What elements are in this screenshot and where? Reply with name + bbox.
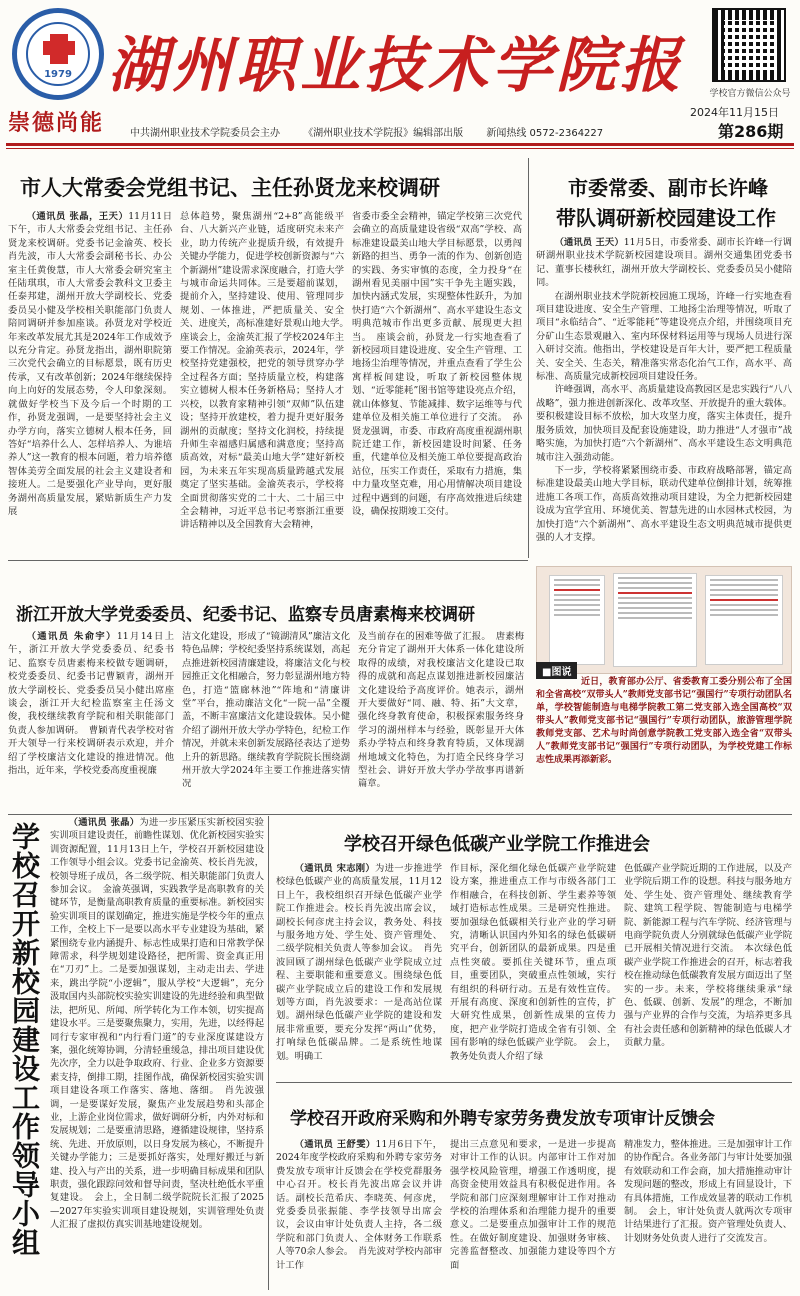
hotline: 新闻热线 0572-2364227 [486,128,604,139]
sponsor: 中共湖州职业技术学院委员会主办 [130,128,280,139]
article-4-body: （通讯员 张晶）为进一步压紧压实新校园实验实训项目建设责任，前瞻性谋划、优化新校园实验实训资源配置，11月13日上午，学校召开新校园建设工作领导小组会议。党委书记金渝英、校长肖先波，校领导班子成员，各二级学院、相关职能部门负责人参加会议。 金渝英强调，实践教学是高职教育的关键环节，是衡量高职教育质量的重要标准。新校园实验实训项目的谋划确定，推进实施是学校今年的重点工作，全校上下一是要以高水平专业建设为基础，紧紧围绕专业内涵提升、标志性成果打造和日常教学保障需求，科学规划建设路径，把所需、资金真正用在“刀刃”上。二是要加强谋划，主动走出去、学进来，跳出学院“小逻辑”，服从学校“大逻辑”，充分汲取国内头部院校实验实训建设的先进经验和典型做法，把所见、所闻、所学转化为工作本领，切实提高建设水平。三是要聚焦聚力，实用，先进，以经得起同行专家审视和“内行看门道”的专业深度谋建设方案，强化统筹协调，分清轻重缓急，排出项目建设优先次序，全力以赴争取政府、行业、企业多方资源要素支持，倒排工期，挂图作战，确保新校园实验实训项目建设各项工作落实、落地、落细。 肖先波强调，一是要谋好发展，聚焦产业发展趋势和头部企业，上游企业岗位需求，做好调研分析，内外对标和发展规划；二是要重清思路，遵循建设规律，坚持系统、先进、开放原则，以日身发展为核心，不断提升关键办学能力；三是要抓好落实，处理好搬迁与新建、投入与产出的关系，进一步明确目标成果和团队职责，强化跟踪问效和督导问责，坚决杜绝低水平重复建设。 会上，全日制二级学院院长汇报了2025—2027年实验实训项目建设规划，实训管理处负责人汇报了虚拟仿真实训基地建设规划。 [50,817,264,1231]
article-3-col-1: （通讯员 朱俞宇）11月14日上午，浙江开放大学党委委员、纪委书记、监察专员唐素梅来校做专题调研，校党委委员、纪委书记曹颖青，湖州开放大学副校长、党委委员吴小健出席座谈会，浙江开大纪检监察室主任汤文俊，我校继续教育学院和相关职能部门负责人参加调研。 曹颖青代表学校对省开大领导一行来校调研表示欢迎，并介绍了学校廉洁文化建设的推进情况。他指出，近年来，学校党委高度重视廉 [8,631,174,777]
logo-year: 1979 [44,69,72,80]
issue-number: 第286期 [718,122,784,141]
article-2-byline: （通讯员 王天） [554,237,624,248]
issue-date: 2024年11月15日 [690,106,779,119]
article-5-col-3: 色低碳产业学院近期的工作进展，以及产业学院后期工作的设想。科技与服务地方处、学生处、资产管理处、继续教育学院、建筑工程学院、智能制造与电梯学院、新能源工程与汽车学院、经济管理与电商学院负责人分别就绿色低碳产业学院已开展相关情况进行交流。 本次绿色低碳产业学院工作推进会的召开，标志着我校在推动绿色低碳教育发展方面迈出了坚实的一步。未来，学校将继续秉承“绿色、低碳、创新、发展”的理念，不断加强与产业界的合作与交流，为培养更多具有社会责任感和创新精神的绿色低碳人才贡献力量。 [624,863,792,1049]
qr-label: 学校官方微信公众号 [709,89,791,99]
school-motto: 崇德尚能 [8,110,105,136]
article-5-col-2: 作目标，深化细化绿色低碳产业学院建设方案，推进重点工作与市级各部门工作相融合，在科技创新、学生素养等领域打造标志性成果。三是研究性推进。要加强绿色低碳相关行业产业的学习研究，清晰认识国内外知名的绿色低碳研究平台，创新团队的最新成果。四是重点性突破。要抓住关键环节，重点项目，重要团队，突破重点性领域，实行有组织的科研行动。五是有效性宣传。开展有高度、深度和创新性的宣传，扩大研究性成果，创新性成果的宣传力度，把产业学院打造成全省有引领、全国有影响的绿色低碳产业学院。 会上，教务处负责人介绍了绿 [450,863,616,1062]
article-4-byline: （通讯员 张晶） [68,817,140,828]
article-1-headline[interactable]: 市人大常委会党组书记、主任孙贤龙来校调研 [20,176,440,200]
article-2-headline-line-2[interactable]: 带队调研新校园建设工作 [556,206,776,230]
article-6-col-1: （通讯员 王舒雯）11月6日下午，2024年度学校政府采购和外聘专家劳务费发放专项审计反馈会在学校党群服务中心召开。校长肖先波出席会议并讲话。副校长范希庆、李晓英、何彦虎，党委委员张振能、李学技领导出席会议，会议由审计处负责人主持，各二级学院和部门负责人、全体财务工作联系人等70余人参会。 肖先波对学校内部审计工作 [276,1139,442,1271]
article-2-body: （通讯员 王天）11月5日，市委常委、副市长许峰一行调研湖州职业技术学院新校园建设项目。湖州交通集团党委书记、董事长楼秋红，湖州开放大学副校长、党委委员吴小健陪同。 在湖州职业技术学院新校园施工现场，许峰一行实地查看项目建设进度、安全生产管理、工地扬尘治理等情况，听取了项目“永临结合”、“近零能耗”等建设亮点介绍，并围绕项目充分矿山生态景观融入、室内环保材料运用等与现场人员进行深入研讨交流。他指出，学校建设是百年大计，要严把工程质量关、安全关、生态关，精准落实常态化治气工作，高水平、高标准、高质量完成新校园项目建设任务。 许峰强调，高水平、高质量建设高教园区是忠实践行“八八战略”，强力推进创新深化、改革攻坚、开放提升的重大载体。要积极建设目标不放松，加大攻坚力度，落实主体责任，提升服务质效，加快项目及配套设施建设，助力推进“人才强市”战略实施，为加快打造“六个新湖州”、高水平建设生态文明典范城市注入强劲动能。 下一步，学校将紧紧围绕市委、市政府战略部署，锚定高标准建设最美山地大学目标，联动代建单位倒排计划，统筹推进施工各项工作，高质高效推动项目建设，为全力把新校园建设成为宜学宜用、环境优美、智慧先进的山水园林式校园，为加快打造“六个新湖州”、高水平建设生态文明典范城市提供更强的人才支撑。 [536,237,792,543]
article-4-vertical-headline[interactable]: 学校召开新校园建设工作领导小组 [8,822,41,1257]
document-image-1 [549,575,605,665]
school-logo-icon [12,8,104,100]
article-3-col-3: 及当前存在的困难等做了汇报。 唐素梅充分肯定了湖州开大体系一体化建设所取得的成绩，对我校廉洁文化建设已取得的成就和高起点谋划推进新校园廉洁文化建设给予高度评价。她表示，湖州开大要做好“同、融、特、拓”大文章，强化终身教育使命，积极探索服务终身学习的湖州样本与经验，既彰显开大体系办学特点和终身教育特质，又体现湖州地域文化特色，为打造全民终身学习型社会、讲好开放大学办学故事再谱新篇章。 [358,631,524,790]
article-3-byline: （通讯员 朱俞宇） [26,631,117,642]
section-divider-2 [8,814,792,815]
section-divider [8,560,528,561]
article-6-col-2: 提出三点意见和要求，一是进一步提高对审计工作的认识。内部审计工作对加强学校风险管理，增强工作透明度，提高资金使用效益具有积极促进作用。各学院和部门应深刻理解审计工作对推动学校的治理体系和治理能力提升的重要意义。二是要重点加强审计工作的规范性。在做好制度建设、加强财务审核、完善监督整改、加强能力建设等四个方面 [450,1139,616,1271]
article-6-col-3: 精准发力，整体推进。三是加强审计工作的协作配合。各业务部门与审计处要加强有效联动和工作会商，加大措施推动审计发现问题的整改，形成上有回显设计，下有具体措施，工作成效显著的联动工作机制。 会上，审计处负责人就两次专项审计结果进行了汇报。资产管理处负责人、计划财务处负责人进行了交流发言。 [624,1139,792,1244]
editor: 《湖州职业技术学院报》编辑部出版 [303,128,464,139]
document-image-3 [705,575,783,665]
article-2-headline-line-1[interactable]: 市委常委、副市长许峰 [568,176,768,200]
article-5-headline[interactable]: 学校召开绿色低碳产业学院工作推进会 [344,834,650,855]
masthead-rule-thin [6,148,794,149]
masthead-rule [6,143,794,146]
photo-caption-tag: ■图说 [536,662,577,679]
photo-caption: 近日，教育部办公厅、省委教育工委分别公布了全国和全省高校“双带头人”教师党支部书记“强国行”专项行动团队名单，学校智能制造与电梯学院教工第二党支部入选全国高校“双带头人”教师党支部书记“强国行”专项行动团队，旅游管理学院教师党支部、艺术与时尚创意学院教工党支部入选全省“双带头人”教师党支部书记“强国行”专项行动团队，为学校党建工作标志性成果再添新彩。 [536,677,792,765]
article-6-headline[interactable]: 学校召开政府采购和外聘专家劳务费发放专项审计反馈会 [290,1109,715,1129]
masthead-infobar [130,124,623,139]
news-photo[interactable] [536,566,792,674]
masthead [0,0,800,142]
article-5-col-1: （通讯员 宋志刚）为进一步推进学校绿色低碳产业的高质量发展，11月12日上午，我校组织召开绿色低碳产业学院工作推进会。校长肖先波出席会议，副校长何彦虎主持会议，教务处、科技与服务地方处、学生处、资产管理处、二级学院相关负责人等参加会议。 肖先波回顾了湖州绿色低碳产业学院成立过程、主要职能和重要意义。围绕绿色低碳产业学院成立后的建设工作和发展规划等方面，肖先波要求：一是高站位谋划。湖州绿色低碳产业学院的建设和发展非常重要，要充分发挥“两山”优势，打响绿色低碳品牌。二是系统性地谋划。明确工 [276,863,442,1062]
article-1-byline: （通讯员 张晶，王天） [26,211,129,222]
article-1-col-1: （通讯员 张晶，王天）11月11日下午，市人大常委会党组书记、主任孙贤龙来校调研。党委书记金渝英、校长肖先波，市人大常委会副秘书长、办公室主任黄俊慧，市人大常委会研究室主任陆琪琪，市人大常委会教科文卫委主任泰邦建，湖州开放大学副校长、党委委员吴小健及学校相关职能部门负责人陪同调研并参加座谈。孙贤龙对学校近年来改革发展尤其是2024年工作成效予以充分肯定。孙贤龙指出，湖州职院第三次党代会确立的目标愿景，既有历史传承，又有改革创新；2024年继续保持向上向好的发展态势，令人印象深刻。就做好学校当下及今后一个时期的工作，孙贤龙强调，一是要坚持社会主义办学方向，落实立德树人根本任务，回答好“培养什么人、怎样培养人、为谁培养人”这一教育的根本问题，着力培养德智体美劳全面发展的社会主义建设者和接班人。二是要强化产业导向，更好服务湖州高质量发展，紧贴新质生产力发展 [8,211,172,517]
article-5-byline: （通讯员 宋志刚） [294,863,376,874]
column-divider-2 [268,816,269,1290]
article-1-col-3: 省委市委全会精神，锚定学校第三次党代会确立的高质量建设省级“双高”学校、高标准建设最美山地大学目标愿景，以勇闯新路的担当、勇争一流的作为、创新创造的实践、务实审慎的态度，全力投身“在湖州看见美丽中国”实干争先主题实践，加快内涵式发展，实现整体性跃升，为加快打造“六个新湖州”、高水平建设生态文明典范城市作出更多贡献、展现更大担当。 座谈会前，孙贤龙一行实地查看了新校园项目建设进度、安全生产管理、工地扬尘治理等情况，并重点查看了学生公寓样板间建设，听取了新校园整体规划、“近零能耗”图书馆等建设亮点介绍，就山体修复、节能减排、数字运维等与代建单位及相关施工单位进行了交流。 孙贤龙强调，市委、市政府高度重视湖州职院迁建工作，新校园建设时间紧、任务重，代建单位及相关施工单位要提高政治站位，压实工作责任，采取有力措施，集中力量攻坚克难，用心用情解决项目建设过程中遇到的问题，有序高效推进后续建设，确保按期竣工交付。 [352,211,522,517]
section-divider-3 [276,1082,792,1083]
article-6-byline: （通讯员 王舒雯） [294,1139,376,1150]
document-image-2 [613,573,697,667]
newspaper-title: 湖州职业技术学院报 [108,31,684,101]
qr-code-icon[interactable] [712,8,786,82]
article-3-headline[interactable]: 浙江开放大学党委委员、纪委书记、监察专员唐素梅来校调研 [16,605,475,625]
column-divider [528,158,529,558]
article-3-col-2: 洁文化建设，形成了“镜湖清风”廉洁文化特色品牌；学校纪委坚持系统谋划，高起点推进新校园清廉建设，将廉洁文化与校园推正文化相融合，努力彰显湖州地方特色，打造“篮廊林池”“阵地和“清廉讲堂”平台，推动廉洁文化“一院一品”全覆盖，不断丰富廉洁文化建设载体。吴小健介绍了湖州开放大学办学特色，纪检工作情况，并就未来创新发展路径表达了逆势上升的新思路。继续教育学院院长围绕湖州开放大学2024年主要工作推进落实情况 [182,631,350,790]
article-1-col-2: 总体趋势，聚焦湖州“2+8”高能级平台、八大新兴产业链，适度研究未来产业，助力传统产业提质升级，有效提升关键办学能力，促进学校创新资源与“六个新湖州”建设需求深度融合，打造大学与城市命运共同体。三是要超前谋划，提前介入，坚持建设、使用、管理同步规划、一体推进，严把质量关、安全关、进度关，高标准建好景观山地大学。 座谈会上，金渝英汇报了学校2024年主要工作情况。金渝英表示，2024年，学校坚持党建强校，把党的领导贯穿办学全过程各方面；坚持质量立校，构建落实立德树人根本任务新格局；坚持人才兴校，以教育家精神引领“双师”队伍建设；坚持开放建校，着力提升更好服务湖州的贡献度；坚持文化润校，持续提升师生幸福感归属感和满意度；坚持高质高效，对标“最美山地大学”建好新校园，为未来五年实现高质量跨越式发展奠定了坚实基础。金渝英表示，学校将全面贯彻落实党的二十大、二十届三中全会精神，习近平总书记考察浙江重要讲话精神以及全国教育大会精神， [180,211,354,531]
